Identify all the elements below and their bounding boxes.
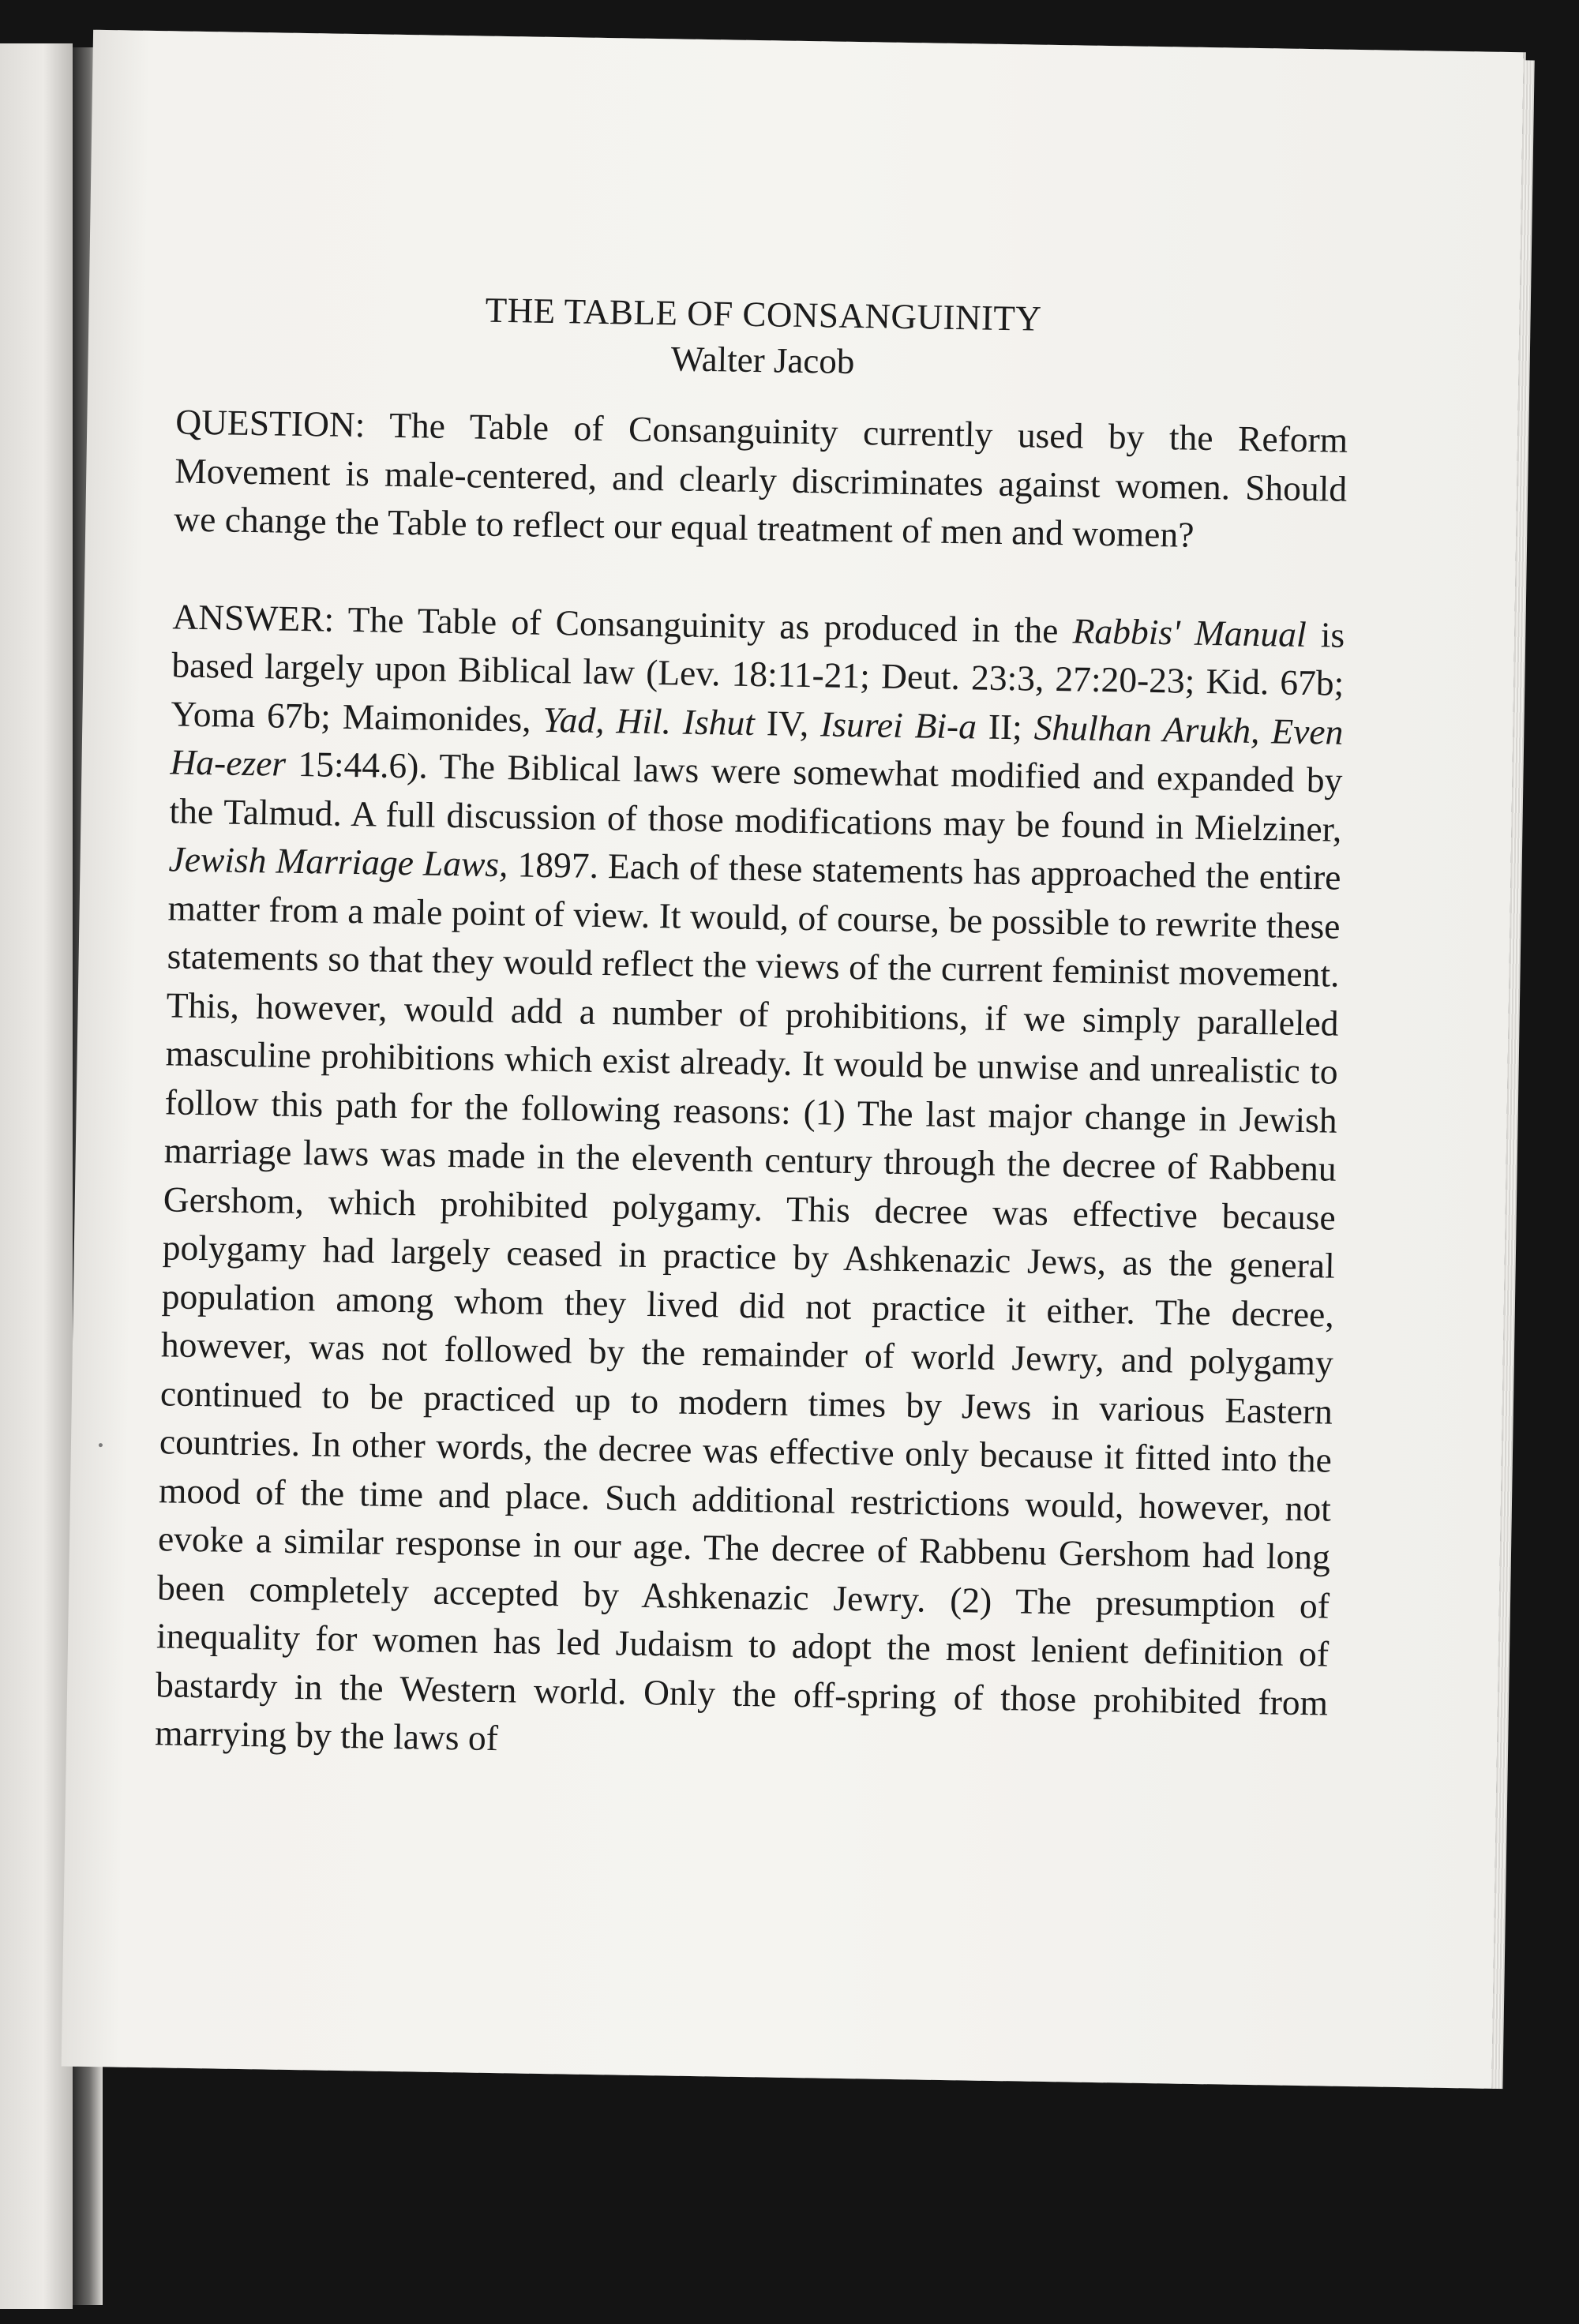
answer-label: ANSWER bbox=[172, 595, 324, 639]
answer-text: 15:44.6). The Biblical laws were somewhat modified and expanded by the Talmud. A full discussion of those modifications may be found in Mielziner, bbox=[169, 743, 1343, 849]
answer-text: II; bbox=[976, 705, 1035, 748]
margin-dot bbox=[99, 1443, 103, 1447]
answer-text: IV, bbox=[754, 702, 821, 744]
facing-page-edge bbox=[0, 43, 73, 2309]
answer-text: 1897. Each of these statements has approached the entire matter from a male point of view. It would, of course, be possible to rewrite these statements so that they would reflect the views of the current feminist movement. This, however, would add a number of prohibitions, if we simply paralleled masculine prohibitions which exist already. It would be unwise and unrealistic to follow this path for the following reasons: (1) The last major change in Jewish marriage laws was made in the eleventh century through the decree of Rabbenu Gershom, which prohibited polygamy. This decree was effective because polygamy had largely ceased in practice by Ashkenazic Jews, as the general population among whom they lived did not practice it either. The decree, however, was not followed by the remainder of world Jewry, and polygamy continued to be practiced up to modern times by Jews in various Eastern countries. In other words, the decree was effective only because it fitted into the mood of the time and place. Such additional restrictions would, however, not evoke a similar response in our age. The decree of Rabbenu Gershom had long been completely accepted by Ashkenazic Jewry. (2) The presumption of inequality for women has led Judaism to adopt the most lenient definition of bastardy in the Western world. Only the off-spring of those prohibited from marrying by the laws of bbox=[154, 844, 1341, 1759]
answer-text: : The Table of Consanguinity as produced in the bbox=[324, 598, 1074, 650]
article-author: Walter Jacob bbox=[670, 339, 855, 381]
question-paragraph bbox=[174, 397, 1348, 561]
answer-citation: Isurei Bi-a bbox=[820, 703, 977, 746]
page-block-edges bbox=[1491, 60, 1534, 2089]
answer-citation: Jewish Marriage Laws, bbox=[168, 838, 508, 885]
answer-text: is based largely upon Biblical law (Lev. 18:11-21; Deut. 23:3, 27:20-23; Kid. 67b; Yoma 67b; Maimonides, bbox=[171, 613, 1345, 740]
answer-citation: Shulhan Arukh, Even Ha-ezer bbox=[170, 707, 1344, 784]
answer-paragraph bbox=[155, 592, 1345, 1775]
book-page bbox=[62, 30, 1524, 2089]
question-text: : The Table of Consanguinity currently used by the Reform Movement is male-centered, and clearly discriminates against women. Should we change the Table to reflect our equal treatment of men and women? bbox=[173, 404, 1348, 555]
article bbox=[155, 282, 1350, 1775]
answer-citation: Yad, Hil. Ishut bbox=[542, 699, 756, 743]
answer-citation: Rabbis' Manual bbox=[1072, 609, 1307, 654]
article-title: THE TABLE OF CONSANGUINITY bbox=[485, 290, 1042, 339]
question-label: QUESTION bbox=[174, 401, 356, 445]
